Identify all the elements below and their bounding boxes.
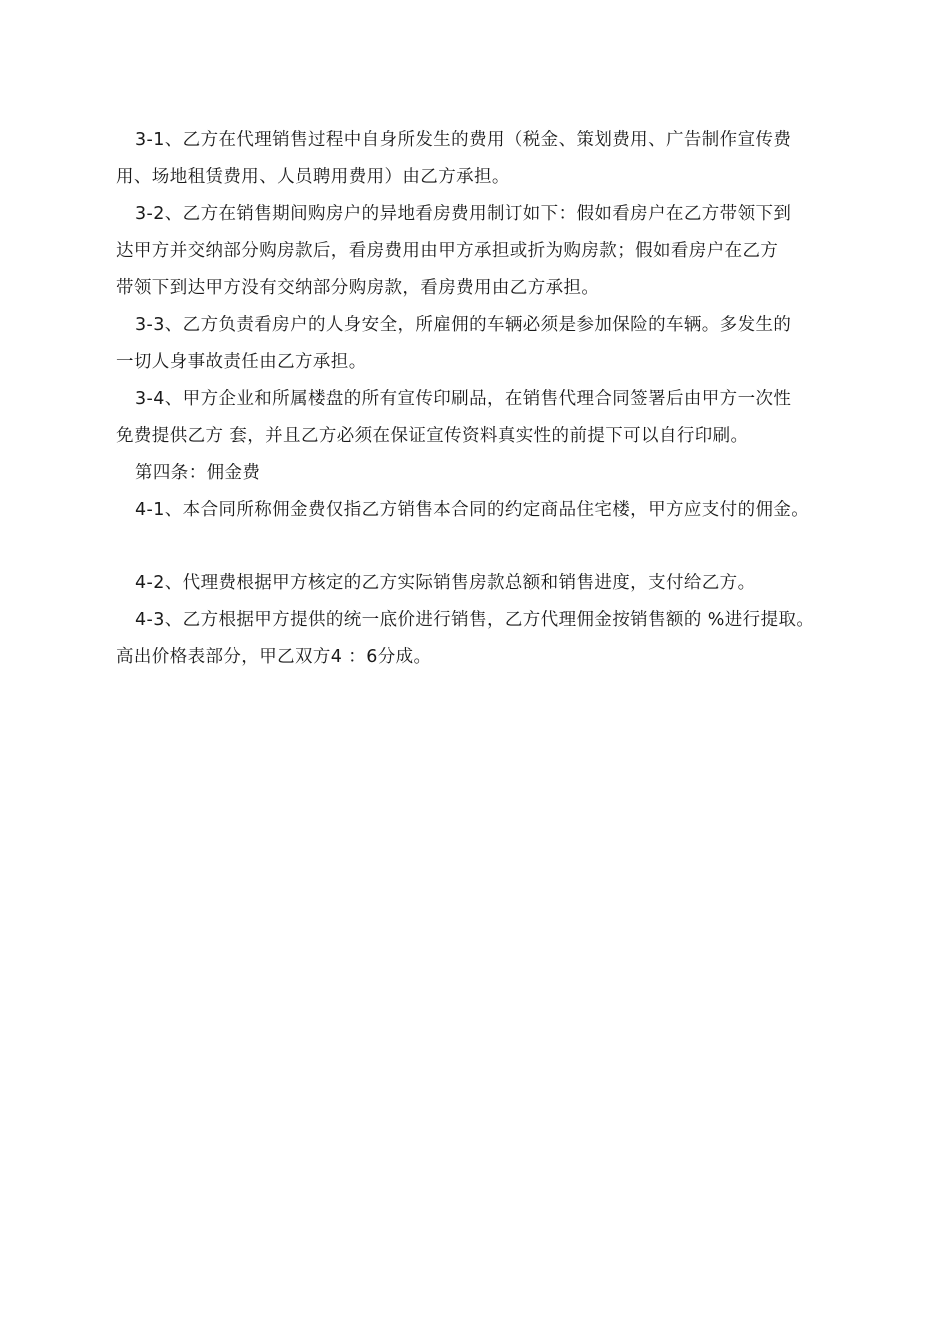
contract-body [116, 122, 846, 676]
article-4-heading: 第四条：佣金费 [135, 463, 261, 483]
clause-4-1: 4-1、本合同所称佣金费仅指乙方销售本合同的约定商品住宅楼，甲方应支付的佣金。 [135, 500, 810, 520]
clause-3-2-line-2: 达甲方并交纳部分购房款后，看房费用由甲方承担或折为购房款；假如看房户在乙方 [116, 241, 779, 261]
clause-3-3-line-2: 一切人身事故责任由乙方承担。 [116, 352, 367, 372]
clause-3-1-line-2: 用、场地租赁费用、人员聘用费用）由乙方承担。 [116, 167, 510, 187]
clause-3-1-line-1: 3-1、乙方在代理销售过程中自身所发生的费用（税金、策划费用、广告制作宣传费 [135, 130, 792, 150]
clause-3-4-line-2: 免费提供乙方 套，并且乙方必须在保证宣传资料真实性的前提下可以自行印刷。 [116, 426, 749, 446]
clause-3-2-line-3: 带领下到达甲方没有交纳部分购房款，看房费用由乙方承担。 [116, 278, 600, 298]
clause-3-3-line-1: 3-3、乙方负责看房户的人身安全，所雇佣的车辆必须是参加保险的车辆。多发生的 [135, 315, 792, 335]
clause-4-3-line-2: 高出价格表部分，甲乙双方4 ：6分成。 [116, 647, 432, 667]
clause-4-2: 4-2、代理费根据甲方核定的乙方实际销售房款总额和销售进度，支付给乙方。 [135, 573, 756, 593]
clause-3-4-line-1: 3-4、甲方企业和所属楼盘的所有宣传印刷品，在销售代理合同签署后由甲方一次性 [135, 389, 792, 409]
clause-4-3-line-1: 4-3、乙方根据甲方提供的统一底价进行销售，乙方代理佣金按销售额的 %进行提取。 [135, 610, 815, 630]
paragraph-gap [116, 529, 846, 565]
clause-3-2-line-1: 3-2、乙方在销售期间购房户的异地看房费用制订如下：假如看房户在乙方带领下到 [135, 204, 792, 224]
